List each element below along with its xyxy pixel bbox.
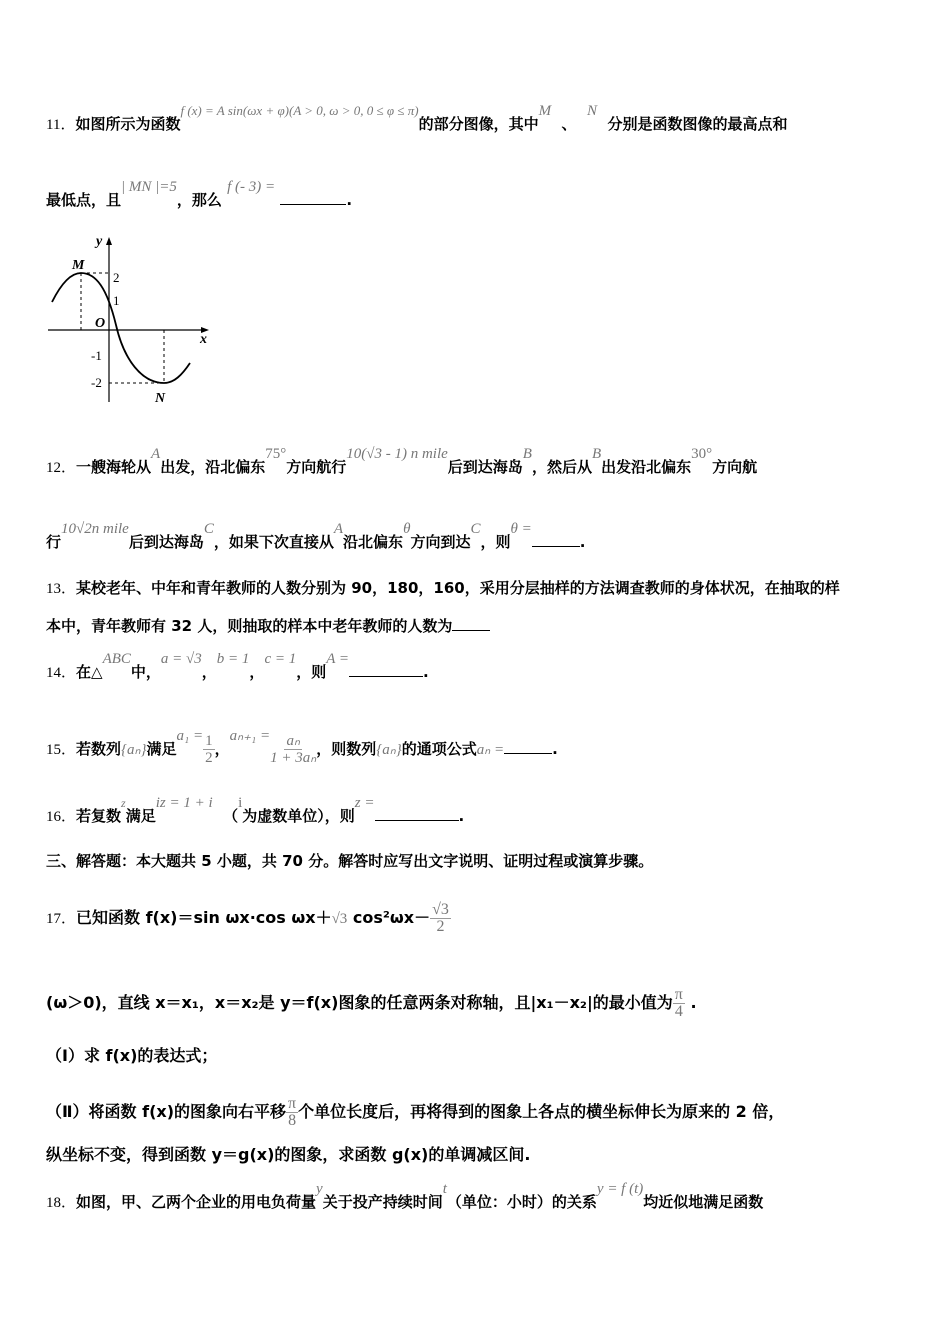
text: 满足 bbox=[146, 740, 177, 758]
text: （ bbox=[223, 807, 239, 825]
text: 为虚数单位），则 bbox=[242, 807, 355, 825]
point-b: B bbox=[591, 446, 602, 462]
text: 在△ bbox=[76, 663, 103, 681]
equation: iz = 1 + i bbox=[155, 795, 213, 811]
angle-30: 30° bbox=[691, 446, 713, 462]
text: 最低点，且 bbox=[46, 191, 122, 209]
side-a: a = √3 bbox=[160, 651, 202, 667]
question-number: 14． bbox=[46, 665, 77, 681]
q11-line2 bbox=[46, 179, 353, 211]
text: 一艘海轮从 bbox=[76, 458, 152, 476]
point-n: N bbox=[587, 103, 598, 119]
q12-line2 bbox=[46, 521, 586, 553]
text: 个单位长度后，再将得到的图象上各点的横坐标伸长为原来的 2 倍， bbox=[298, 1102, 785, 1121]
q14-line: 14．在△ABC中，a = √3，b = 1，c = 1，则A =. bbox=[46, 651, 429, 681]
text: 均近似地满足函数 bbox=[643, 1193, 764, 1211]
text: cos²ωx－ bbox=[352, 908, 431, 927]
fraction-one-half bbox=[203, 733, 215, 766]
q17-line1 bbox=[46, 902, 451, 935]
text: 、 bbox=[561, 115, 577, 133]
theta-equals: θ = bbox=[510, 521, 532, 537]
point-a: A bbox=[333, 521, 344, 537]
theta: θ bbox=[403, 521, 411, 537]
numerator: π bbox=[674, 986, 683, 1003]
imaginary-unit: i bbox=[238, 795, 243, 811]
y-tick-minus2: -2 bbox=[91, 375, 102, 390]
text: . bbox=[552, 740, 558, 758]
sqrt-3: √3 bbox=[331, 911, 348, 927]
numerator: aₙ bbox=[286, 733, 300, 749]
q17-line2 bbox=[46, 987, 697, 1020]
text: 沿北偏东 bbox=[343, 533, 404, 551]
q17-part1: （Ⅰ）求 f(x)的表达式； bbox=[46, 1046, 218, 1065]
q13-line2 bbox=[46, 616, 490, 636]
sequence: {aₙ} bbox=[376, 742, 402, 758]
q13-line1 bbox=[46, 578, 840, 599]
text: （单位：小时）的关系 bbox=[446, 1193, 597, 1211]
recurrence-lhs: aₙ₊₁ = bbox=[229, 728, 271, 744]
text: 中， bbox=[130, 663, 161, 681]
point-a: A bbox=[151, 446, 161, 462]
side-c: c = 1 bbox=[264, 651, 297, 667]
text: 某校老年、中年和青年教师的人数分别为 90，180，160，采用分层抽样的方法调查教师的身体状况，在抽取的样 bbox=[76, 579, 840, 597]
text: 已知函数 f(x)＝sin ωx·cos ωx＋ bbox=[76, 908, 332, 927]
a1-equals: a₁ = bbox=[176, 728, 204, 744]
text: 方向航 bbox=[712, 458, 758, 476]
variable-y: y bbox=[316, 1181, 323, 1197]
question-number: 16． bbox=[46, 809, 77, 825]
text: 后到达海岛 bbox=[128, 533, 204, 551]
y-tick-minus1: -1 bbox=[91, 348, 102, 363]
sequence: {aₙ} bbox=[121, 742, 147, 758]
answer-blank[interactable] bbox=[532, 532, 580, 547]
text: . bbox=[423, 663, 429, 681]
angle-75: 75° bbox=[265, 446, 287, 462]
relation: y = f (t) bbox=[596, 1181, 644, 1197]
denominator: 4 bbox=[674, 1003, 683, 1020]
fraction-sqrt3-over-2 bbox=[430, 902, 451, 935]
point-c: C bbox=[203, 521, 214, 537]
text: 若数列 bbox=[76, 740, 122, 758]
answer-blank[interactable] bbox=[452, 616, 490, 631]
point-c: C bbox=[470, 521, 481, 537]
answer-blank[interactable] bbox=[375, 806, 459, 821]
numerator: √3 bbox=[432, 901, 449, 918]
an-equals: aₙ = bbox=[476, 742, 505, 758]
denominator: 2 bbox=[436, 918, 445, 935]
angle-a-equals: A = bbox=[326, 651, 349, 667]
point-n-label: N bbox=[155, 391, 166, 406]
side-b: b = 1 bbox=[216, 651, 250, 667]
point-m-label: M bbox=[72, 258, 85, 273]
origin-label: O bbox=[95, 316, 106, 331]
distance-2: 10√2n mile bbox=[61, 521, 129, 537]
text: ，则 bbox=[480, 533, 511, 551]
question-number: 13． bbox=[46, 581, 77, 597]
text: （Ⅱ）将函数 f(x)的图象向右平移 bbox=[46, 1102, 287, 1121]
denominator: 2 bbox=[205, 750, 213, 766]
distance-1: 10(√3 - 1) n mile bbox=[346, 446, 448, 462]
text: 分别是函数图像的最高点和 bbox=[607, 115, 788, 133]
function-graph bbox=[44, 230, 219, 410]
question-number: 11． bbox=[46, 117, 76, 133]
text: . bbox=[579, 533, 586, 551]
y-tick-2: 2 bbox=[113, 270, 120, 285]
text: 的部分图像，其中 bbox=[418, 115, 539, 133]
answer-blank[interactable] bbox=[504, 739, 552, 754]
variable-z: z bbox=[121, 796, 126, 810]
text: 如图，甲、乙两个企业的用电负荷量 bbox=[76, 1193, 317, 1211]
z-equals: z = bbox=[354, 795, 375, 811]
text: ，然后从 bbox=[531, 458, 592, 476]
text: ，那么 bbox=[176, 191, 222, 209]
point-b: B bbox=[522, 446, 532, 462]
y-axis-arrow bbox=[106, 237, 112, 245]
numerator: 1 bbox=[205, 733, 213, 749]
triangle-abc: ABC bbox=[102, 651, 131, 667]
question-number: 15． bbox=[46, 742, 77, 758]
answer-blank[interactable] bbox=[349, 662, 423, 677]
text: (ω＞0)，直线 x＝x₁，x＝x₂是 y＝f(x)图象的任意两条对称轴，且|x₁－x₂|的最小值为 bbox=[46, 993, 673, 1012]
function-formula: f (x) = A sin(ωx + φ)(A > 0, ω > 0, 0 ≤ φ ≤ π) bbox=[180, 103, 419, 118]
recurrence-fraction bbox=[270, 733, 316, 766]
q18-line bbox=[46, 1181, 764, 1213]
y-axis-label: y bbox=[96, 234, 103, 249]
denominator: 1 + 3aₙ bbox=[270, 750, 317, 766]
text: . bbox=[690, 993, 697, 1012]
point-m: M bbox=[538, 103, 552, 119]
text: 满足 bbox=[125, 807, 156, 825]
q16-line bbox=[46, 795, 465, 827]
section-heading: 三、解答题：本大题共 5 小题，共 70 分。解答时应写出文字说明、证明过程或演算步骤。 bbox=[46, 852, 654, 870]
fraction-pi-over-4 bbox=[673, 987, 685, 1020]
text: 方向航行 bbox=[286, 458, 347, 476]
mn-expression: | MN |=5 bbox=[121, 179, 177, 195]
text: ，则 bbox=[296, 663, 327, 681]
text: 若复数 bbox=[76, 807, 122, 825]
y-tick-1: 1 bbox=[113, 293, 120, 308]
text: 后到达海岛 bbox=[447, 458, 523, 476]
question-number: 12． bbox=[46, 460, 77, 476]
denominator: 8 bbox=[288, 1112, 297, 1129]
text: 关于投产持续时间 bbox=[322, 1193, 443, 1211]
q11-line1 bbox=[46, 103, 788, 135]
text: 出发，沿北偏东 bbox=[160, 458, 266, 476]
text: . bbox=[458, 807, 465, 825]
text: . bbox=[346, 191, 353, 209]
variable-t: t bbox=[442, 1181, 447, 1197]
text: 出发沿北偏东 bbox=[601, 458, 692, 476]
q17-part2-line1 bbox=[46, 1096, 784, 1129]
text: 行 bbox=[46, 533, 62, 551]
answer-blank[interactable] bbox=[280, 190, 346, 205]
text: 方向到达 bbox=[410, 533, 471, 551]
text: ，如果下次直接从 bbox=[213, 533, 334, 551]
text: 本中，青年教师有 32 人，则抽取的样本中老年教师的人数为 bbox=[46, 617, 453, 635]
sine-curve bbox=[52, 273, 190, 383]
fraction-pi-over-8 bbox=[286, 1096, 298, 1129]
f-minus-3: f (- 3) = bbox=[227, 179, 276, 195]
text: ，则数列 bbox=[316, 740, 377, 758]
question-number: 17． bbox=[46, 911, 77, 927]
q17-part2-line2: 纵坐标不变，得到函数 y＝g(x)的图象，求函数 g(x)的单调减区间. bbox=[46, 1145, 531, 1164]
numerator: π bbox=[288, 1095, 297, 1112]
question-number: 18． bbox=[46, 1195, 77, 1211]
x-axis-label: x bbox=[200, 332, 207, 347]
q15-line: 15．若数列{aₙ}满足a₁ = $\frac{1}{2}$ ，aₙ₊₁ = $\frac{\text{aₙ}}{\text{1 + 3aₙ}}$ ，则数列{aₙ}的通项公式aₙ = . bbox=[46, 728, 558, 766]
text: 如图所示为函数 bbox=[75, 115, 181, 133]
q12-line1 bbox=[46, 446, 758, 478]
text: 的通项公式 bbox=[401, 740, 477, 758]
